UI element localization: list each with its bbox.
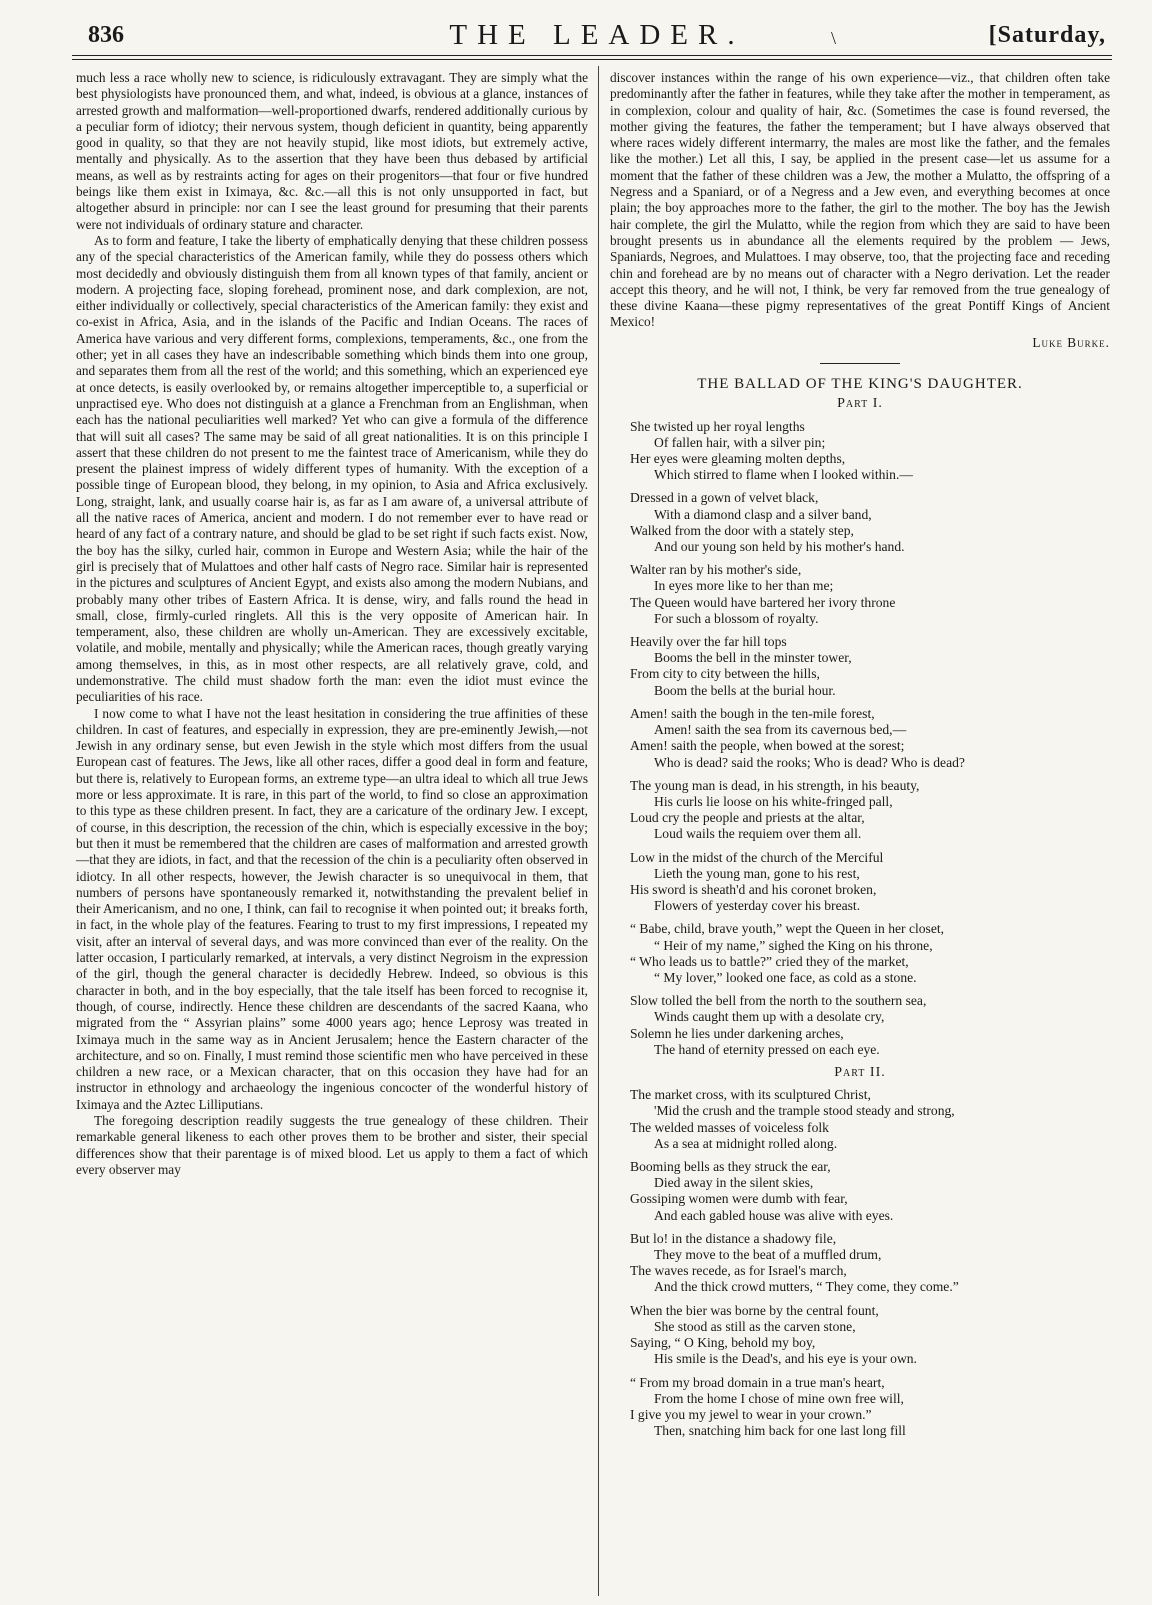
verse-line: Heavily over the far hill tops [630, 634, 787, 650]
verse-line: Dressed in a gown of velvet black, [630, 490, 819, 506]
verse-line: Flowers of yesterday cover his breast. [654, 898, 861, 914]
verse-line: The welded masses of voiceless folk [630, 1119, 829, 1135]
verse-line: Loud cry the people and priests at the altar, [630, 810, 865, 826]
verse-line: And our young son held by his mother's hand. [654, 539, 905, 555]
article-conclusion: discover instances within the range of his own experience—viz., that children often take predominantly after the father in features, while they take after the mother in temperament, as in complexion, colour and quality of hair, &c. (Sometimes the case is found reversed, the mother giving the features, the father the temperament; but I have always observed that where races widely different intermarry, the males are most like the father, and the females like the mother.) Let all this, I say, be applied in the present case—let us assume for a moment that the father of these children was a Jew, the mother a Mulatto, the offspring of a Negress and a Spaniard, or of a Negress and a Jew even, and everything becomes at once plain; the boy approaches more to the father, the girl to the mother. The boy has the Jewish hair complete, the girl the Mulatto, while the region from which they are said to have been brought presents us in abundance all the elements required by the problem — Jews, Spaniards, Negroes, and Mulattoes. I may observe, too, that the projecting face and receding chin and forehead are by no means out of character with a Negro derivation. Let the reader accept this theory, and he will not, I think, be very far removed from the true genealogy of these divine Kaana—these pigmy representatives of the great Pontiff Kings of Ancient Mexico! [610, 70, 1110, 330]
stanza [630, 419, 1110, 484]
verse-line: 'Mid the crush and the trample stood steady and strong, [654, 1103, 955, 1119]
verse-line: Winds caught them up with a desolate cry, [654, 1009, 885, 1025]
stanza [630, 1303, 1110, 1368]
verse-line: Then, snatching him back for one last long fill [654, 1423, 906, 1439]
stanza [630, 1375, 1110, 1440]
verse-line: Who is dead? said the rooks; Who is dead? Who is dead? [654, 754, 965, 770]
stanza [630, 778, 1110, 843]
verse-line: And each gabled house was alive with eyes. [654, 1207, 894, 1223]
left-paragraph-3: I now come to what I have not the least hesitation in considering the true affinities of these children. In cast of features, and especially in expression, they are pre-eminently Jewish,—not Jewish in any ordinary sense, but even Jewish in the style which most differs from the usual European cast of features. The Jews, like all other races, differ a good deal in form and feature, but there is, relatively to European forms, an extreme type—an ultra ideal to which all true Jews more or less approximate. It is rare, in this part of the world, to find so close an approximation to this type as these children present. In fact, they are a caricature of the ordinary Jew. I except, of course, in this description, the recession of the chin, which is especially excessive in the boy; but then it must be remembered that the children are cases of malformation and arrested growth—that they are idiots, in fact, and that the recession of the chin is a peculiarity often observed in idiotcy. In all other respects, however, the Jewish character is so unequivocal in them, that numbers of persons have spontaneously remarked it, notwithstanding the prevalent belief in their Americanism, and no one, I think, can fail to recognise it when pointed out; it breaks forth, in fact, in the whole play of the features. Fearing to trust to my first impressions, I repeated my visit, after an interval of several days, and was more convinced than ever of the reality. On the latter occasion, I particularly remarked, at intervals, a very distinct Negroism in the expression of the girl, though the general character is decidedly Hebrew. Indeed, so obvious is this character in both, and in the boy especially, that the tale itself has been forced to recognise it, though, of course, indirectly. Hence these children are descendants of the sacred Kaana, who migrated from the “ Assyrian plains” some 4000 years ago; hence Leprosy was treated in Iximaya much in the same way as in Ancient Jerusalem; hence the Eastern character of the architecture, and so on. Finally, I must remind those scientific men who have perceived in these children a new race, or a Mexican character, that on this occasion they have had for an instructor in ethnology and archaeology the ingenious concocter of the wonderful history of Iximaya and the Aztec Lilliputians. [76, 705, 588, 1112]
verse-line: The waves recede, as for Israel's march, [630, 1263, 847, 1279]
verse-line: Low in the midst of the church of the Merciful [630, 849, 884, 865]
newspaper-title: THE LEADER. [449, 19, 745, 51]
masthead [88, 19, 1106, 56]
verse-line: “ Heir of my name,” sighed the King on his throne, [654, 937, 933, 953]
stanza [630, 490, 1110, 555]
verse-line: From the home I chose of mine own free will, [654, 1390, 904, 1406]
verse-line: “ Who leads us to battle?” cried they of the market, [630, 953, 909, 969]
verse-line: The market cross, with its sculptured Christ, [630, 1087, 871, 1103]
verse-line: And the thick crowd mutters, “ They come, they come.” [654, 1279, 959, 1295]
header-rule [72, 55, 1112, 56]
stanza [630, 634, 1110, 699]
verse-line: As a sea at midnight rolled along. [654, 1135, 838, 1151]
part-one-heading: Part I. [837, 396, 883, 412]
verse-line: They move to the beat of a muffled drum, [654, 1247, 882, 1263]
verse-line: The young man is dead, in his strength, in his beauty, [630, 777, 920, 793]
part-two-heading: Part II. [834, 1064, 886, 1080]
verse-line: The Queen would have bartered her ivory throne [630, 594, 896, 610]
verse-line: Solemn he lies under darkening arches, [630, 1025, 844, 1041]
ballad-title: THE BALLAD OF THE KING'S DAUGHTER. [697, 376, 1023, 393]
verse-line: Booming bells as they struck the ear, [630, 1159, 831, 1175]
left-paragraph-4: The foregoing description readily suggests the true genealogy of these children. Their remarkable general likeness to each other proves them to be brother and sister, their special differences show that their parentage is of mixed blood. Let us apply to them a fact of which every observer may [76, 1113, 588, 1177]
verse-line: She twisted up her royal lengths [630, 418, 805, 434]
right-column [610, 70, 1110, 1446]
verse-line: In eyes more like to her than me; [654, 578, 834, 594]
issue-day: [Saturday, [988, 22, 1106, 48]
verse-line: “ From my broad domain in a true man's heart, [630, 1374, 885, 1390]
verse-line: Slow tolled the bell from the north to the southern sea, [630, 993, 927, 1009]
verse-line: Amen! saith the bough in the ten-mile forest, [630, 705, 875, 721]
stanza [630, 706, 1110, 771]
verse-line: Of fallen hair, with a silver pin; [654, 434, 826, 450]
header-rule-thin [72, 59, 1112, 60]
verse-line: Gossiping women were dumb with fear, [630, 1191, 848, 1207]
verse-line: His curls lie loose on his white-fringed pall, [654, 793, 893, 809]
verse-line: From city to city between the hills, [630, 666, 820, 682]
verse-line: Her eyes were gleaming molten depths, [630, 451, 846, 467]
page-number: 836 [88, 22, 124, 48]
ballad-part-two [610, 1087, 1110, 1439]
author-signature: Luke Burke. [1032, 334, 1110, 350]
verse-line: Booms the bell in the minster tower, [654, 650, 852, 666]
ballad-part-one [610, 419, 1110, 1058]
verse-line: Which stirred to flame when I looked within.— [654, 467, 913, 483]
verse-line: His smile is the Dead's, and his eye is your own. [654, 1351, 917, 1367]
stray-mark: \ [831, 28, 837, 48]
verse-line: “ My lover,” looked one face, as cold as a stone. [654, 969, 917, 985]
verse-line: His sword is sheath'd and his coronet broken, [630, 881, 877, 897]
stanza [630, 1159, 1110, 1224]
stanza [630, 1087, 1110, 1152]
stanza [630, 1231, 1110, 1296]
stanza [630, 921, 1110, 986]
stanza [630, 850, 1110, 915]
verse-line: But lo! in the distance a shadowy file, [630, 1230, 837, 1246]
verse-line: The hand of eternity pressed on each eye. [654, 1041, 880, 1057]
stanza [630, 562, 1110, 627]
verse-line: Walter ran by his mother's side, [630, 562, 802, 578]
verse-line: Lieth the young man, gone to his rest, [654, 865, 860, 881]
verse-line: She stood as still as the carven stone, [654, 1318, 856, 1334]
verse-line: “ Babe, child, brave youth,” wept the Queen in her closet, [630, 921, 945, 937]
section-divider [820, 363, 900, 364]
left-column [76, 70, 588, 1178]
left-paragraph-2: As to form and feature, I take the liberty of emphatically denying that these children possess any of the special characteristics of the American family, while they do possess others which most decidedly and obviously distinguish them from all known types of that family, ancient or modern. A projecting face, sloping forehead, prominent nose, and dark complexion, are not, either individually or collectively, special characteristics of the American family: they exist and co-exist in Africa, Asia, and in the islands of the Pacific and Indian Oceans. The races of America have various and very different forms, complexions, temperaments, &c., one from the other; yet in all cases they have an indescribable something which binds them into one group, and separates them from all the rest of the world; and this something, which an experienced eye at once detects, is easily overlooked by, or remains altogether imperceptible to, a superficial or unpractised eye. Who does not distinguish at a glance a Frenchman from an Englishman, when each has the national peculiarities well marked? Yet who can give a formula of the difference that will suit all cases? The same may be said of all great nationalities. It is on this principle I assert that these children do not present to me the faintest trace of Americanism, while they do present the plainest impress of widely different types of humanity. With the exception of a possible tinge of European blood, they belong, in my opinion, to Asia and Africa exclusively. Long, straight, lank, and usually coarse hair is, as far as I am aware of, a universal attribute of all the native races of America, ancient and modern. I do not remember ever to have read or heard of any fact of a contrary nature, and should be glad to be set right if such facts exist. Now, the boy has the silky, curled hair, common in Europe and Western Asia; while the hair of the girl is precisely that of Mulattoes and other half casts of Negro race. Similar hair is represented in the pictures and sculptures of Ancient Egypt, and exists also among the modern Nubians, and probably many other tribes of Eastern Africa. It is dense, wiry, and falls round the head in small, close, firmly-curled ringlets. All this is the very opposite of American hair. In temperament, also, these children are wholly un-American. They are excessively excitable, volatile, and mobile, mentally and physically; while the American races, though greatly varying among themselves, in this, as in most other respects, are all relatively grave, cold, and undemonstrative. The child must shadow forth the man: even the idiot must evince the peculiarities of his race. [76, 232, 588, 705]
verse-line: When the bier was borne by the central fount, [630, 1302, 879, 1318]
verse-line: Died away in the silent skies, [654, 1175, 814, 1191]
column-divider [598, 66, 599, 1596]
verse-line: I give you my jewel to wear in your crown.” [630, 1406, 872, 1422]
verse-line: Walked from the door with a stately step, [630, 522, 854, 538]
verse-line: For such a blossom of royalty. [654, 610, 819, 626]
verse-line: Amen! saith the sea from its cavernous bed,— [654, 722, 907, 738]
stanza [630, 993, 1110, 1058]
verse-line: Amen! saith the people, when bowed at the sorest; [630, 738, 905, 754]
verse-line: Loud wails the requiem over them all. [654, 826, 862, 842]
verse-line: With a diamond clasp and a silver band, [654, 506, 872, 522]
left-paragraph-1: much less a race wholly new to science, is ridiculously extravagant. They are simply what the best physiologists have pronounced them, and what, indeed, is obvious at a glance, instances of arrested growth and malformation—well-proportioned dwarfs, rendered additionally curious by a peculiar form of idiotcy; their nervous system, though deficient in quantity, being apparently good in quality, so that they are not heavily stupid, like most idiots, but extremely active, mentally and physically. As to the assertion that they have been thus debased by artificial means, as well as by restraints acting for ages on their progenitors—that four or five hundred beings like them exist in Iximaya, &c. &c.—all this is not only unsupported in fact, but altogether absurd in principle: nor can I see the least ground for presuming that their parents were not individuals of ordinary stature and character. [76, 70, 588, 232]
verse-line: Boom the bells at the burial hour. [654, 682, 836, 698]
verse-line: Saying, “ O King, behold my boy, [630, 1335, 816, 1351]
